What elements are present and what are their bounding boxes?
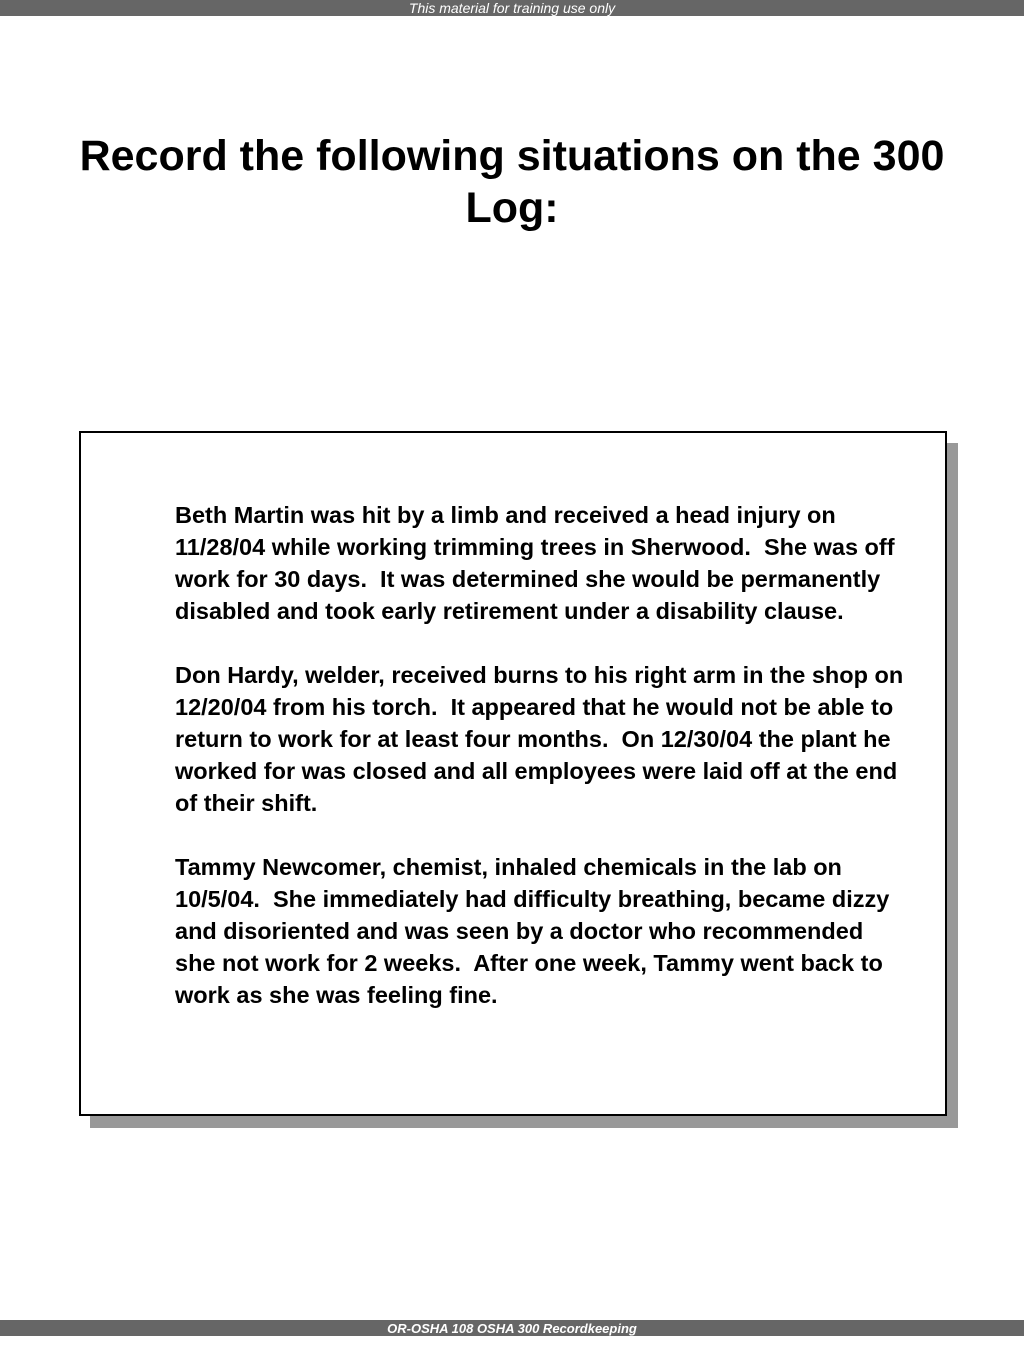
bottom-banner <box>0 1320 1024 1336</box>
scenario-don-hardy: Don Hardy, welder, received burns to his right arm in the shop on 12/20/04 from his torch. It appeared that he would not be able to return to work for at least four months. On 12/30/04 the plant he worked for was closed and all employees were laid off at the end of their shift. <box>175 662 910 816</box>
slide-title: Record the following situations on the 300 Log: <box>79 132 945 232</box>
training-notice: This material for training use only <box>408 0 616 16</box>
scenario-box <box>79 431 947 1116</box>
scenario-beth-martin: Beth Martin was hit by a limb and received a head injury on 11/28/04 while working trimming trees in Sherwood. She was off work for 30 days. It was determined she would be permanently disabled and took early retirement under a disability clause. <box>175 502 902 624</box>
course-footer: OR-OSHA 108 OSHA 300 Recordkeeping <box>387 1321 637 1336</box>
scenario-tammy-newcomer: Tammy Newcomer, chemist, inhaled chemicals in the lab on 10/5/04. She immediately had difficulty breathing, became dizzy and disoriented and was seen by a doctor who recommended she not work for 2 weeks. After one week, Tammy went back to work as she was feeling fine. <box>175 854 896 1008</box>
top-banner <box>0 0 1024 16</box>
scenario-list <box>175 499 910 1011</box>
